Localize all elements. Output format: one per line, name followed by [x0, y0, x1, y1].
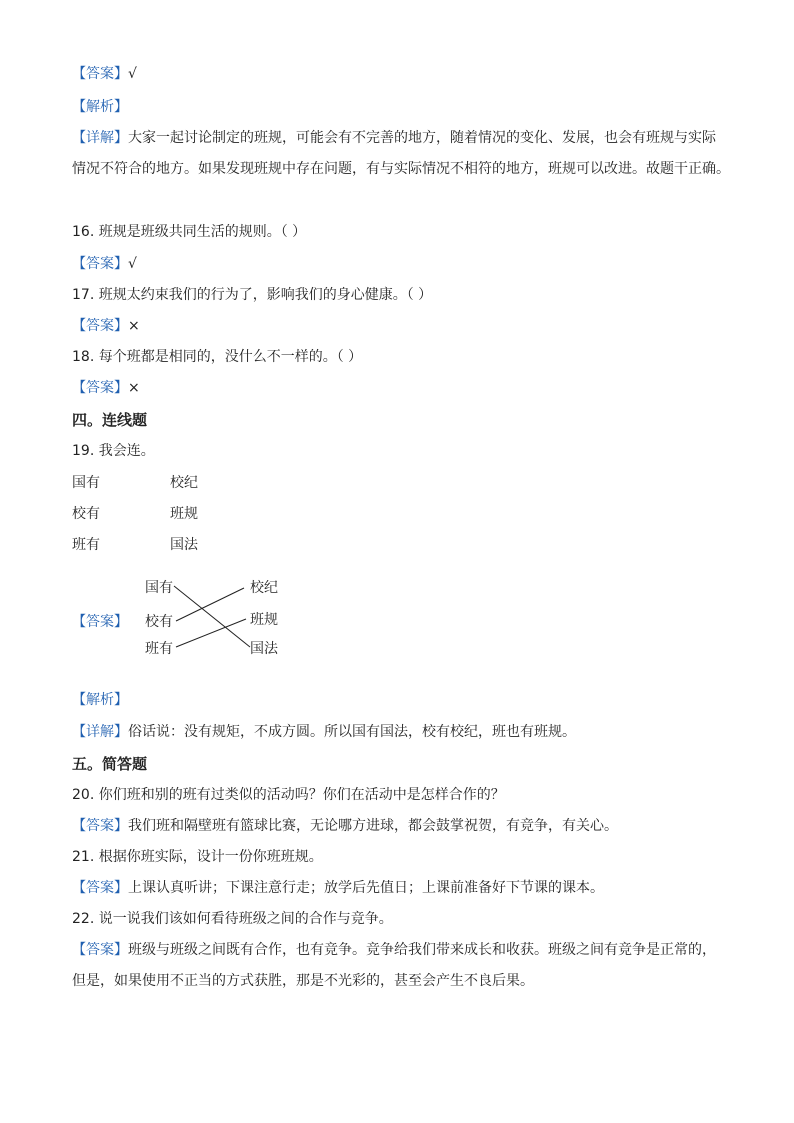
q19-right-item-2: 班规	[170, 506, 198, 522]
q15-detail-line2: 情况不符合的地方。如果发现班规中存在问题，有与实际情况不相符的地方，班规可以改进。故题干正确。	[72, 161, 730, 177]
answer-tag: 【答案】	[72, 256, 128, 272]
answer-text: 上课认真听讲；下课注意行走；放学后先值日；上课前准备好下节课的课本。	[128, 880, 604, 896]
analysis-heading: 【解析】	[72, 99, 128, 115]
q17-answer	[72, 316, 140, 336]
q19-left-item-1: 国有	[72, 475, 100, 491]
diagram-right-2: 班规	[250, 612, 278, 628]
q18-answer	[72, 378, 140, 398]
answer-tag: 【答案】	[72, 66, 128, 82]
diagram-left-2: 校有	[145, 614, 173, 630]
q16-answer	[72, 254, 137, 274]
answer-tag: 【答案】	[72, 318, 128, 334]
diagram-left-1: 国有	[145, 580, 173, 596]
q17-question: 17. 班规太约束我们的行为了，影响我们的身心健康。（ ）	[72, 287, 433, 303]
q19-right-item-3: 国法	[170, 537, 198, 553]
q19-question: 19. 我会连。	[72, 443, 155, 459]
q22-answer-line2: 但是，如果使用不正当的方式获胜，那是不光彩的，甚至会产生不良后果。	[72, 973, 534, 989]
answer-text: 我们班和隔壁班有篮球比赛，无论哪方进球，都会鼓掌祝贺，有竞争，有关心。	[128, 818, 618, 834]
section5-title: 五。简答题	[72, 755, 148, 773]
matching-diagram	[140, 575, 290, 665]
answer-text: √	[128, 66, 137, 82]
detail-text: 大家一起讨论制定的班规，可能会有不完善的地方，随着情况的变化、发展，也会有班规与实际	[128, 130, 716, 146]
q15-answer	[72, 64, 137, 84]
answer-text: 班级与班级之间既有合作，也有竞争。竞争给我们带来成长和收获。班级之间有竞争是正常的，	[128, 942, 716, 958]
match-line-xiao	[176, 588, 244, 621]
answer-tag: 【答案】	[72, 380, 128, 396]
diagram-right-3: 国法	[250, 641, 278, 657]
answer-tag: 【答案】	[72, 880, 128, 896]
q15-detail-line1	[72, 128, 716, 148]
q22-question: 22. 说一说我们该如何看待班级之间的合作与竞争。	[72, 911, 393, 927]
q16-question: 16. 班规是班级共同生活的规则。（ ）	[72, 224, 307, 240]
q22-answer-line1	[72, 940, 716, 960]
q19-left-item-3: 班有	[72, 537, 100, 553]
q21-answer	[72, 878, 604, 898]
detail-tag: 【详解】	[72, 130, 128, 146]
q19-right-item-1: 校纪	[170, 475, 198, 491]
detail-text: 俗话说：没有规矩，不成方圆。所以国有国法，校有校纪，班也有班规。	[128, 724, 576, 740]
q19-left-item-2: 校有	[72, 506, 100, 522]
q20-answer	[72, 816, 618, 836]
q20-question: 20. 你们班和别的班有过类似的活动吗？你们在活动中是怎样合作的？	[72, 787, 505, 803]
q19-answer-tag: 【答案】	[72, 614, 128, 630]
answer-tag: 【答案】	[72, 942, 128, 958]
q21-question: 21. 根据你班实际，设计一份你班班规。	[72, 849, 323, 865]
diagram-left-3: 班有	[145, 641, 173, 657]
answer-tag: 【答案】	[72, 818, 128, 834]
detail-tag: 【详解】	[72, 724, 128, 740]
answer-text: √	[128, 256, 137, 272]
answer-text: ×	[128, 380, 140, 396]
diagram-right-1: 校纪	[250, 580, 278, 596]
answer-text: ×	[128, 318, 140, 334]
match-line-ban	[176, 619, 246, 647]
analysis-heading: 【解析】	[72, 692, 128, 708]
q19-detail	[72, 722, 576, 742]
q18-question: 18. 每个班都是相同的，没什么不一样的。（ ）	[72, 349, 363, 365]
section4-title: 四。连线题	[72, 411, 148, 429]
